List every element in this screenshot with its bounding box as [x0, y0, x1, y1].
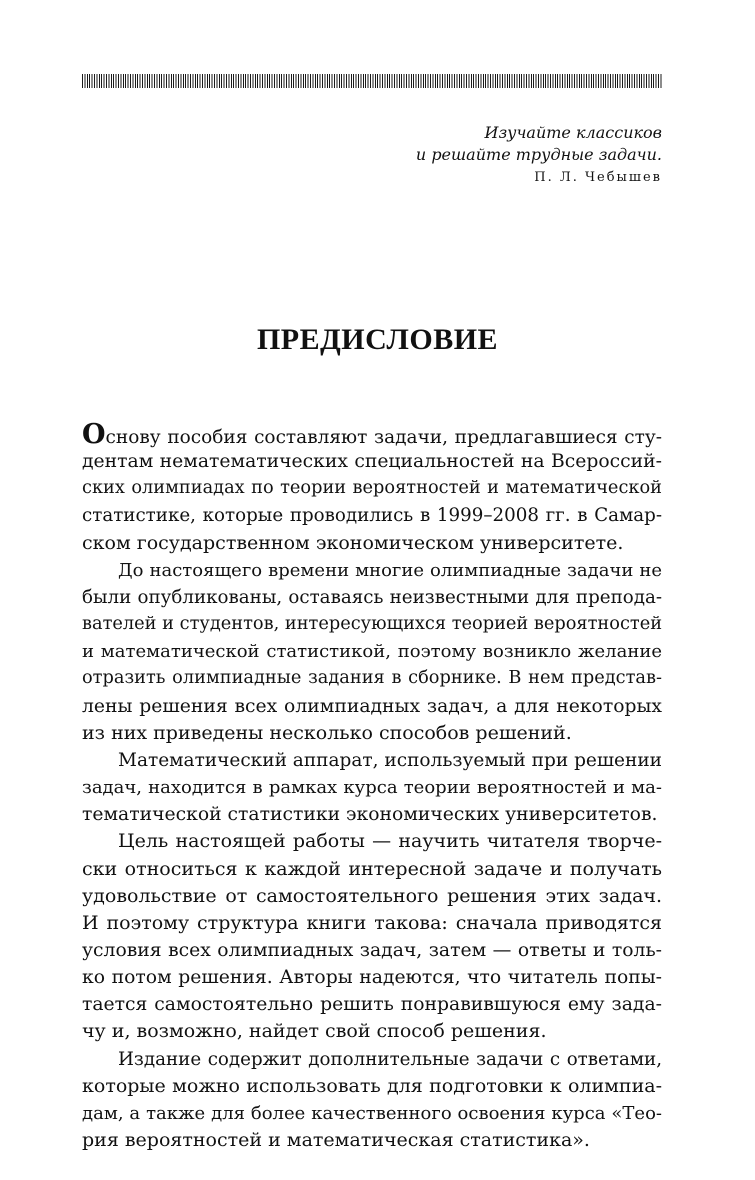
paragraph-line: ски относиться к каждой интересной задаче и получать — [82, 857, 662, 880]
paragraph-line: И поэтому структура книги такова: сначала приводятся — [82, 911, 662, 934]
paragraph-line: и математической статистикой, поэтому возникло желание — [82, 641, 662, 663]
paragraph-line: чу и, возможно, найдет свой способ решения. — [82, 1020, 547, 1043]
paragraph-line: тематической статистики экономических университетов. — [82, 804, 658, 826]
epigraph-line-1: Изучайте классиков — [484, 123, 662, 142]
page-title: ПРЕДИСЛОВИЕ — [256, 323, 499, 356]
paragraph-line: тается самостоятельно решить понравившуюся ему зада- — [82, 994, 662, 1016]
paragraph-line: задач, находится в рамках курса теории вероятностей и ма- — [82, 777, 662, 799]
dropcap-letter: О — [82, 419, 106, 450]
epigraph-line-2: и решайте трудные задачи. — [415, 145, 662, 164]
epigraph-author: П. Л. Чебышев — [534, 170, 662, 185]
paragraph-line: Цель настоящей работы — научить читателя творче- — [118, 830, 662, 853]
paragraph-line: которые можно использовать для подготовки к олимпиа- — [82, 1074, 662, 1097]
paragraph-line: статистике, которые проводились в 1999–2008 гг. в Самар- — [82, 505, 662, 527]
paragraph-line: ском государственном экономическом университете. — [82, 531, 624, 554]
paragraph-line: вателей и студентов, интересующихся теорией вероятностей — [82, 614, 663, 635]
paragraph-line: из них приведены несколько способов решений. — [82, 721, 572, 744]
paragraph-line: ко потом решения. Авторы надеются, что читатель попы- — [82, 967, 662, 989]
paragraph-line: Издание содержит дополнительные задачи с ответами, — [118, 1048, 662, 1070]
paragraph-line-text: снову пособия составляют задачи, предлагавшиеся сту- — [105, 427, 662, 448]
paragraph-line: Математический аппарат, используемый при решении — [118, 749, 662, 771]
paragraph-line: рия вероятностей и математическая статистика». — [82, 1129, 590, 1152]
preface-body — [82, 421, 662, 1154]
paragraph-line: удовольствие от самостоятельного решения этих задач. — [82, 884, 662, 907]
paragraph-line — [82, 421, 662, 448]
paragraph-line: отразить олимпиадные задания в сборнике. В нем представ- — [82, 668, 662, 689]
paragraph-line: лены решения всех олимпиадных задач, а для некоторых — [82, 695, 662, 717]
paragraph-line: ских олимпиадах по теории вероятностей и математической — [82, 478, 662, 499]
paragraph-line: условия всех олимпиадных задач, затем — ответы и толь- — [82, 939, 662, 961]
paragraph-line: До настоящего времени многие олимпиадные задачи не — [118, 559, 662, 581]
paragraph-line: дентам нематематических специальностей на Всероссий- — [82, 451, 662, 473]
paragraph-line: дам, а также для более качественного освоения курса «Тео- — [82, 1102, 662, 1124]
epigraph — [416, 122, 662, 185]
top-rule — [82, 74, 662, 88]
paragraph-line: были опубликованы, оставаясь неизвестными для препода- — [82, 586, 662, 608]
